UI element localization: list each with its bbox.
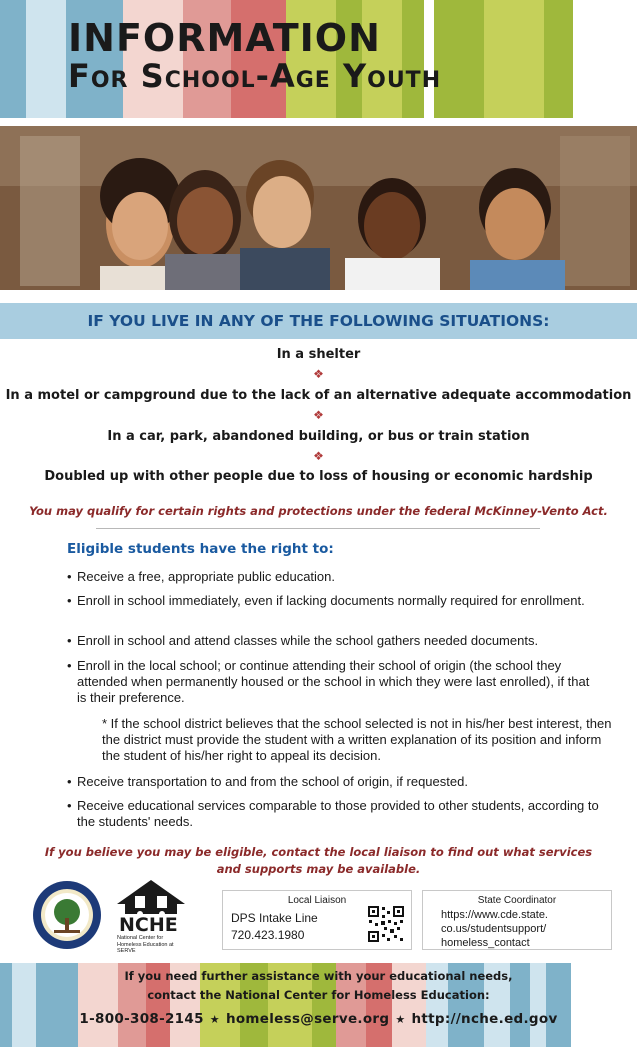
nche-acronym: NCHE <box>119 914 178 936</box>
page-title <box>68 18 441 94</box>
footer-line-1: If you need further assistance with your educational needs, <box>124 969 513 983</box>
footer-contacts <box>0 1011 637 1027</box>
students-photo <box>0 126 637 290</box>
star-separator-icon: ★ <box>209 1013 220 1026</box>
believe-note <box>0 844 637 878</box>
bullet-icon: • <box>67 658 72 673</box>
coordinator-url-line[interactable]: https://www.cde.state. <box>441 909 548 921</box>
footer-website[interactable]: http://nche.ed.gov <box>411 1011 558 1027</box>
bullet-icon: • <box>67 593 72 608</box>
bullet-icon: • <box>67 633 72 648</box>
situation-item: Doubled up with other people due to loss of housing or economic hardship <box>44 469 593 484</box>
diamond-separator-icon: ❖ <box>313 408 324 422</box>
rights-note: * If the school district believes that the school selected is not in his/her best interest, then the district must provide the student with a written explanation of its position and inform the student of his/her right to appeal its decision. <box>102 716 612 763</box>
rights-item-text: Receive a free, appropriate public education. <box>77 569 335 584</box>
rights-item-text: Enroll in the local school; or continue attending their school of origin (the school they attended when permanently housed or the school in which they were last enrolled), if that is their preference. <box>77 658 590 705</box>
local-liaison-label: Local Liaison <box>287 895 347 906</box>
liaison-name: DPS Intake Line <box>231 911 318 925</box>
department-of-education-seal-icon <box>32 880 102 950</box>
students-photo-illustration <box>0 126 637 290</box>
diamond-separator-icon: ❖ <box>313 449 324 463</box>
footer-email[interactable]: homeless@serve.org <box>225 1011 390 1027</box>
diamond-separator-icon: ❖ <box>313 367 324 381</box>
color-stripe <box>0 0 26 118</box>
state-coordinator-label: State Coordinator <box>477 895 557 906</box>
footer-line-2: contact the National Center for Homeless Education: <box>147 988 490 1002</box>
title-line-2: For School-Age Youth <box>68 57 442 95</box>
coordinator-url-line[interactable]: homeless_contact <box>441 937 530 949</box>
title-line-1: INFORMATION <box>68 16 381 60</box>
rights-item-text: Enroll in school and attend classes while the school gathers needed documents. <box>77 633 539 648</box>
color-stripe <box>26 0 66 118</box>
rights-item <box>67 593 607 609</box>
situation-item: In a car, park, abandoned building, or bus or train station <box>107 429 530 444</box>
nche-subtitle: National Center for Homeless Education at SERVE <box>117 935 174 954</box>
rights-item <box>67 658 607 706</box>
rights-heading: Eligible students have the right to: <box>67 541 334 557</box>
color-stripe <box>484 0 544 118</box>
rights-item-text: Receive educational services comparable to those provided to other students, according to the students' needs. <box>77 798 599 829</box>
state-coordinator-box <box>422 890 612 950</box>
situations-banner: IF YOU LIVE IN ANY OF THE FOLLOWING SITUATIONS: <box>0 303 637 339</box>
believe-line-1: If you believe you may be eligible, contact the local liaison to find out what services <box>44 845 593 859</box>
situation-item: In a shelter <box>276 347 361 362</box>
color-stripe <box>434 0 484 118</box>
footer-phone[interactable]: 1-800-308-2145 <box>79 1011 204 1027</box>
rights-item <box>67 798 607 830</box>
bullet-icon: • <box>67 774 72 789</box>
coordinator-url-line[interactable]: co.us/studentsupport/ <box>441 923 547 935</box>
liaison-phone: 720.423.1980 <box>231 928 305 942</box>
star-separator-icon: ★ <box>395 1013 406 1026</box>
bullet-icon: • <box>67 798 72 813</box>
rights-item <box>67 633 607 649</box>
footer <box>0 967 637 1027</box>
qualify-note: You may qualify for certain rights and protections under the federal McKinney-Vento Act. <box>29 504 608 518</box>
rights-item-text: Receive transportation to and from the school of origin, if requested. <box>77 774 468 789</box>
rights-item <box>67 774 607 790</box>
rights-item-text: Enroll in school immediately, even if lacking documents normally required for enrollment. <box>77 593 585 608</box>
nche-logo <box>115 878 187 958</box>
qr-code-icon[interactable] <box>367 905 405 943</box>
situation-item: In a motel or campground due to the lack of an alternative adequate accommodation <box>5 388 632 403</box>
divider <box>96 528 540 529</box>
local-liaison-box <box>222 890 412 950</box>
believe-line-2: and supports may be available. <box>216 862 421 876</box>
rights-item <box>67 569 607 585</box>
bullet-icon: • <box>67 569 72 584</box>
color-stripe <box>544 0 573 118</box>
